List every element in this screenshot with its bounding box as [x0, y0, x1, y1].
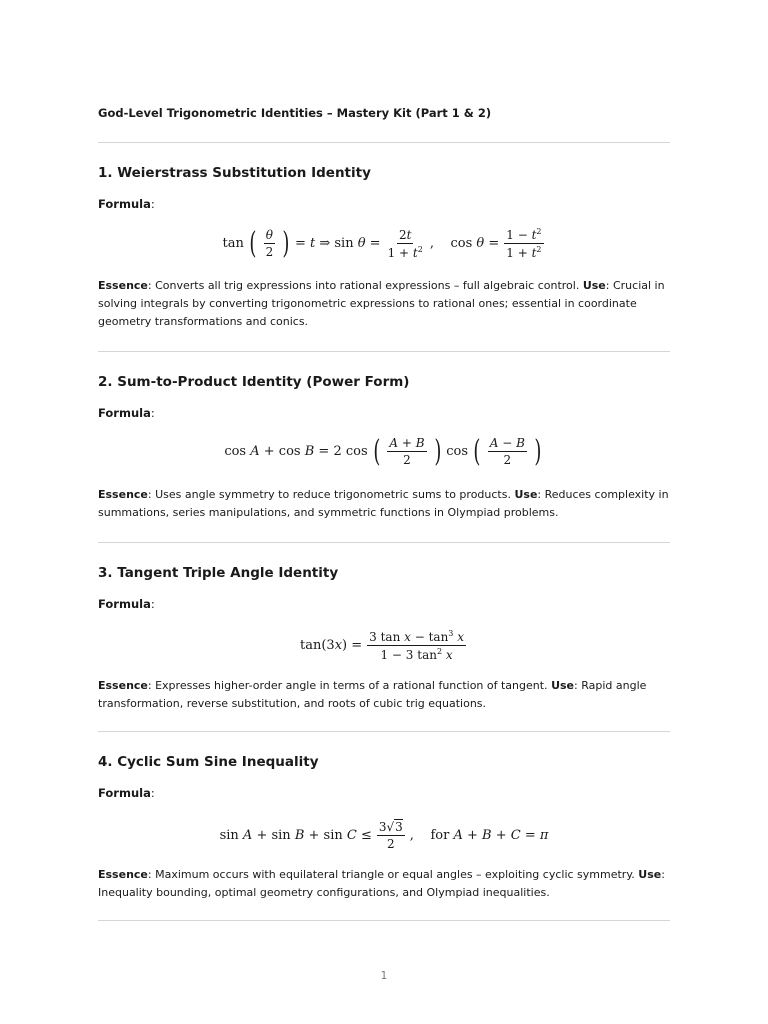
formula-label: Formula: [98, 197, 155, 211]
formula-cyclic-sine: sin A + sin B + sin C ≤ $\frac{3√3}{2}$ , for A + B + C = π [219, 820, 549, 851]
formula-tangent-triple: tan(3x) = $\frac{3 \tan x - \tan^3 x}{1 - 3 \tan^2 x}$ [300, 629, 464, 662]
page-number: 1 [380, 970, 388, 982]
divider [98, 731, 670, 732]
formula-label: Formula: [98, 597, 155, 611]
divider [98, 542, 670, 543]
formula-sum-to-product: cos A + cos B = 2 cos ( $\frac{A + B}{2}$ ) cos ( $\frac{A - B}{2}$ ) [224, 433, 542, 469]
divider [98, 351, 670, 352]
document-title: God-Level Trigonometric Identities – Mastery Kit (Part 1 & 2) [98, 106, 492, 120]
formula-label: Formula: [98, 786, 155, 800]
section-description: Essence: Converts all trig expressions into rational expressions – full algebraic control. Use: Crucial in solving integrals by converting trigonometric expressions to rational ones; essential in coordinate geometry transformations and conics. [98, 279, 665, 328]
formula-weierstrass: tan ( $\frac{\theta}{2}$ ) = t ⇒ sin θ = $\frac{2t}{1 + t^2}$ , cos θ = $\frac{1 - t^2}{1 + t^2}$ [222, 225, 542, 261]
section-description: Essence: Uses angle symmetry to reduce trigonometric sums to products. Use: Reduces complexity in summations, series manipulations, and symmetric functions in Olympiad problems. [98, 488, 669, 519]
section-description: Essence: Expresses higher-order angle in terms of a rational function of tangent. Use: Rapid angle transformation, reverse substitution, and roots of cubic trig equations. [98, 679, 647, 710]
section-description: Essence: Maximum occurs with equilateral triangle or equal angles – exploiting cyclic symmetry. Use: Inequality bounding, optimal geometry configurations, and Olympiad inequalities. [98, 868, 665, 899]
section-heading: 2. Sum-to-Product Identity (Power Form) [98, 374, 410, 390]
divider [98, 142, 670, 143]
section-heading: 1. Weierstrass Substitution Identity [98, 165, 371, 181]
formula-label: Formula: [98, 406, 155, 420]
section-heading: 4. Cyclic Sum Sine Inequality [98, 754, 319, 770]
divider [98, 920, 670, 921]
section-heading: 3. Tangent Triple Angle Identity [98, 565, 339, 581]
